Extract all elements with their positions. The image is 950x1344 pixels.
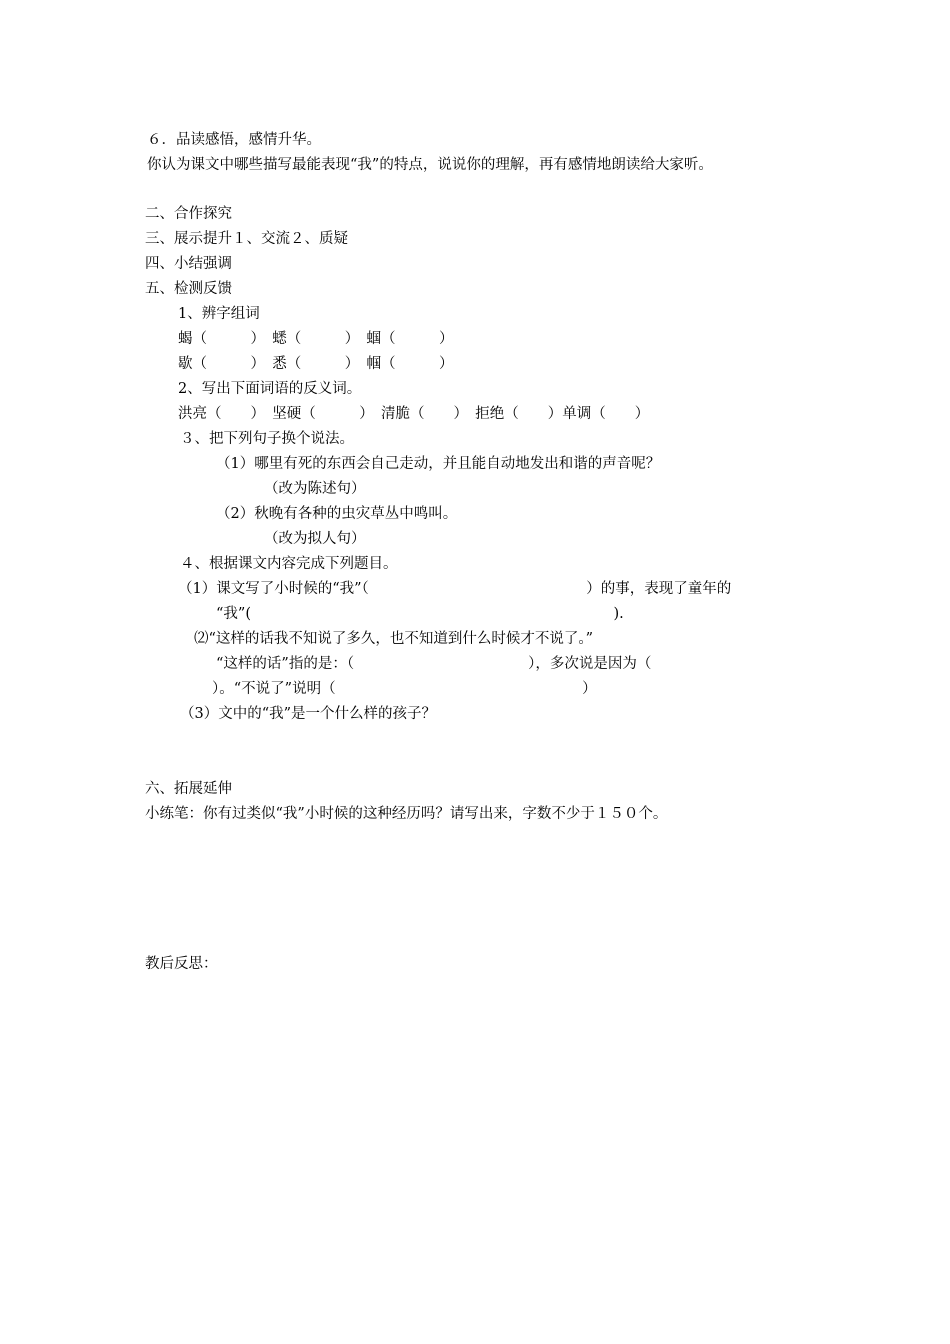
q4-part-1-line-1: （1）课文写了小时候的“我”（ ）的事，表现了童年的 [178, 581, 732, 597]
section-6-text: 你认为课文中哪些描写最能表现“我”的特点，说说你的理解，再有感情地朗读给大家听。 [147, 157, 713, 173]
q1-row-2: 歇（ ） 悉（ ） 帼（ ） [178, 356, 454, 372]
reflection-label: 教后反思： [145, 956, 218, 972]
section-two-heading: 二、合作探究 [145, 206, 232, 222]
q3-sentence-2: （2）秋晚有各种的虫灾草丛中鸣叫。 [216, 506, 458, 522]
q3-sentence-2-note: （改为拟人句） [264, 531, 366, 547]
section-five-heading: 五、检测反馈 [145, 281, 232, 297]
q3-title: ３、把下列句子换个说法。 [180, 431, 354, 447]
q3-sentence-1: （1）哪里有死的东西会自己走动，并且能自动地发出和谐的声音呢？ [216, 456, 661, 472]
q2-row: 洪亮（ ） 坚硬（ ） 清脆（ ） 拒绝（ ）单调（ ） [178, 406, 650, 422]
q2-title: 2、写出下面词语的反义词。 [178, 381, 362, 397]
section-six-heading: 六、拓展延伸 [145, 781, 232, 797]
q4-part-1-line-2: “我”( ). [216, 606, 624, 622]
q1-title: 1、辨字组词 [178, 306, 260, 322]
q1-row-1: 蝎（ ） 蟋（ ） 蝈（ ） [178, 331, 454, 347]
section-four-heading: 四、小结强调 [145, 256, 232, 272]
section-6-title: ６．品读感悟，感情升华。 [147, 132, 321, 148]
q4-title: ４、根据课文内容完成下列题目。 [180, 556, 398, 572]
q3-sentence-1-note: （改为陈述句） [264, 481, 366, 497]
q4-part-2-line-2: “这样的话”指的是：（ ），多次说是因为（ [216, 656, 652, 672]
section-six-text: 小练笔：你有过类似“我”小时候的这种经历吗？请写出来，字数不少于１５０个。 [145, 806, 668, 822]
q4-part-2-line-3: ）。“不说了”说明（ ） [212, 681, 597, 697]
q4-part-3: （3）文中的“我”是一个什么样的孩子？ [180, 706, 437, 722]
section-three-heading: 三、展示提升１、交流２、质疑 [145, 231, 348, 247]
q4-part-2-line-1: ⑵“这样的话我不知说了多久，也不知道到什么时候才不说了。” [194, 631, 594, 647]
